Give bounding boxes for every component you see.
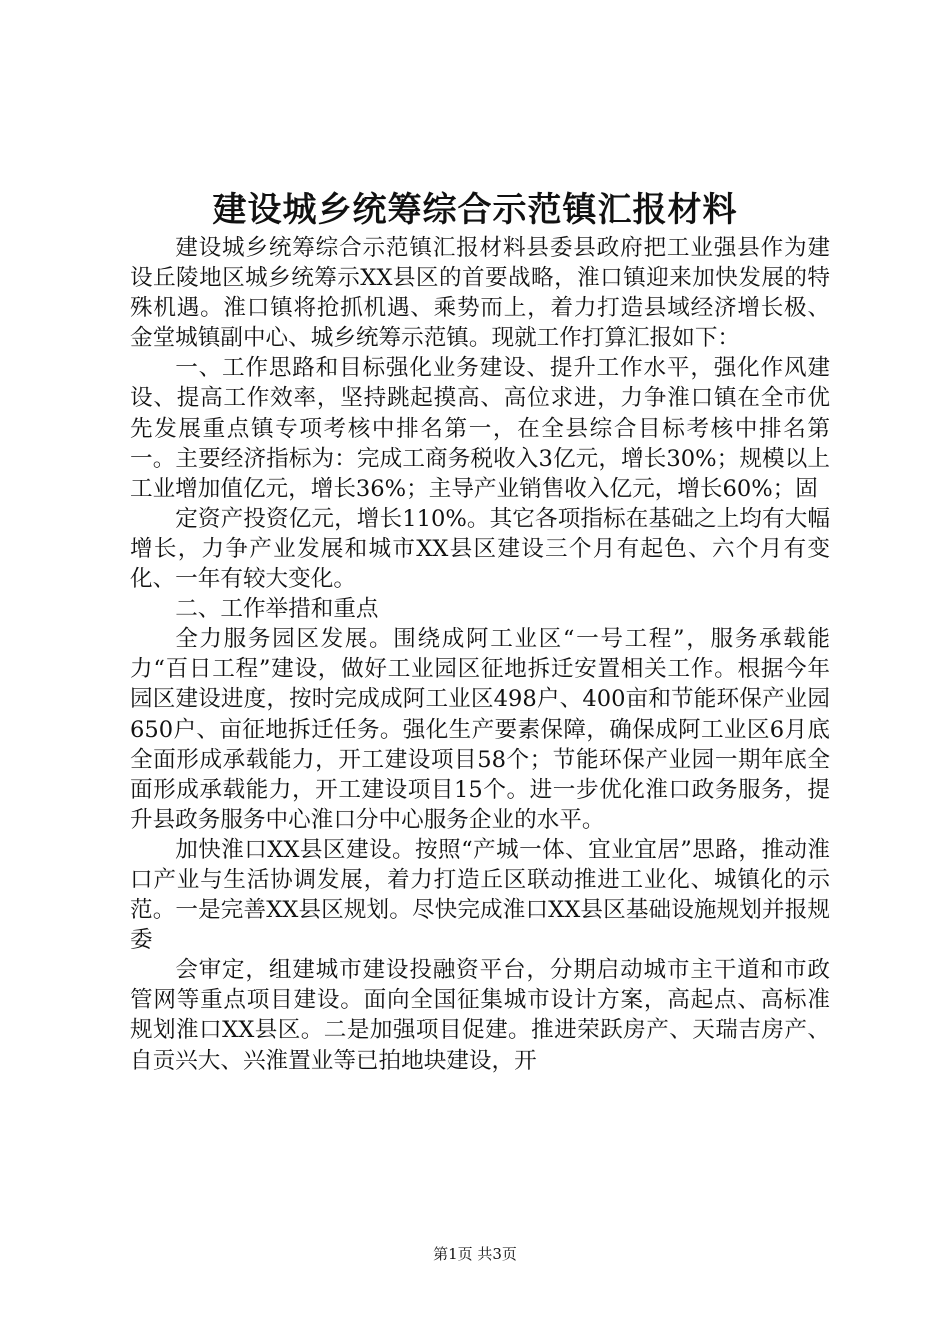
paragraph: 会审定，组建城市建设投融资平台，分期启动城市主干道和市政管网等重点项目建设。面向全国征集城市设计方案，高起点、高标准规划淮口XX县区。二是加强项目促建。推进荣跃房产、天瑞吉房产、自贡兴大、兴淮置业等已拍地块建设，开: [130, 957, 830, 1074]
paragraph: 一、工作思路和目标强化业务建设、提升工作水平，强化作风建设、提高工作效率，坚持跳起摸高、高位求进，力争淮口镇在全市优先发展重点镇专项考核中排名第一，在全县综合目标考核中排名第一。主要经济指标为：完成工商务税收入3亿元，增长30%；规模以上工业增加值亿元，增长36%；主导产业销售收入亿元，增长60%；固: [130, 355, 830, 502]
paragraph: 全力服务园区发展。围绕成阿工业区“一号工程”，服务承载能力“百日工程”建设，做好工业园区征地拆迁安置相关工作。根据今年园区建设进度，按时完成成阿工业区498户、400亩和节能环保产业园650户、亩征地拆迁任务。强化生产要素保障，确保成阿工业区6月底全面形成承载能力，开工建设项目58个；节能环保产业园一期年底全面形成承载能力，开工建设项目15个。进一步优化淮口政务服务，提升县政务服务中心淮口分中心服务企业的水平。: [130, 626, 830, 833]
paragraph: 定资产投资亿元，增长110%。其它各项指标在基础之上均有大幅增长，力争产业发展和城市XX县区建设三个月有起色、六个月有变化、一年有较大变化。: [130, 505, 830, 593]
paragraph: 建设城乡统筹综合示范镇汇报材料县委县政府把工业强县作为建设丘陵地区城乡统筹示XX县区的首要战略，淮口镇迎来加快发展的特殊机遇。淮口镇将抢抓机遇、乘势而上，着力打造县域经济增长极、金堂城镇副中心、城乡统筹示范镇。现就工作打算汇报如下：: [130, 235, 830, 352]
paragraph: 加快淮口XX县区建设。按照“产城一体、宜业宜居”思路，推动淮口产业与生活协调发展，着力打造丘区联动推进工业化、城镇化的示范。一是完善XX县区规划。尽快完成淮口XX县区基础设施规划并报规委: [130, 836, 830, 954]
document-title: 建设城乡统筹综合示范镇汇报材料: [212, 190, 738, 230]
page-number: 第1页 共3页: [433, 1245, 517, 1263]
section-heading: 二、工作举措和重点: [175, 596, 379, 623]
document-body: [130, 233, 830, 1076]
